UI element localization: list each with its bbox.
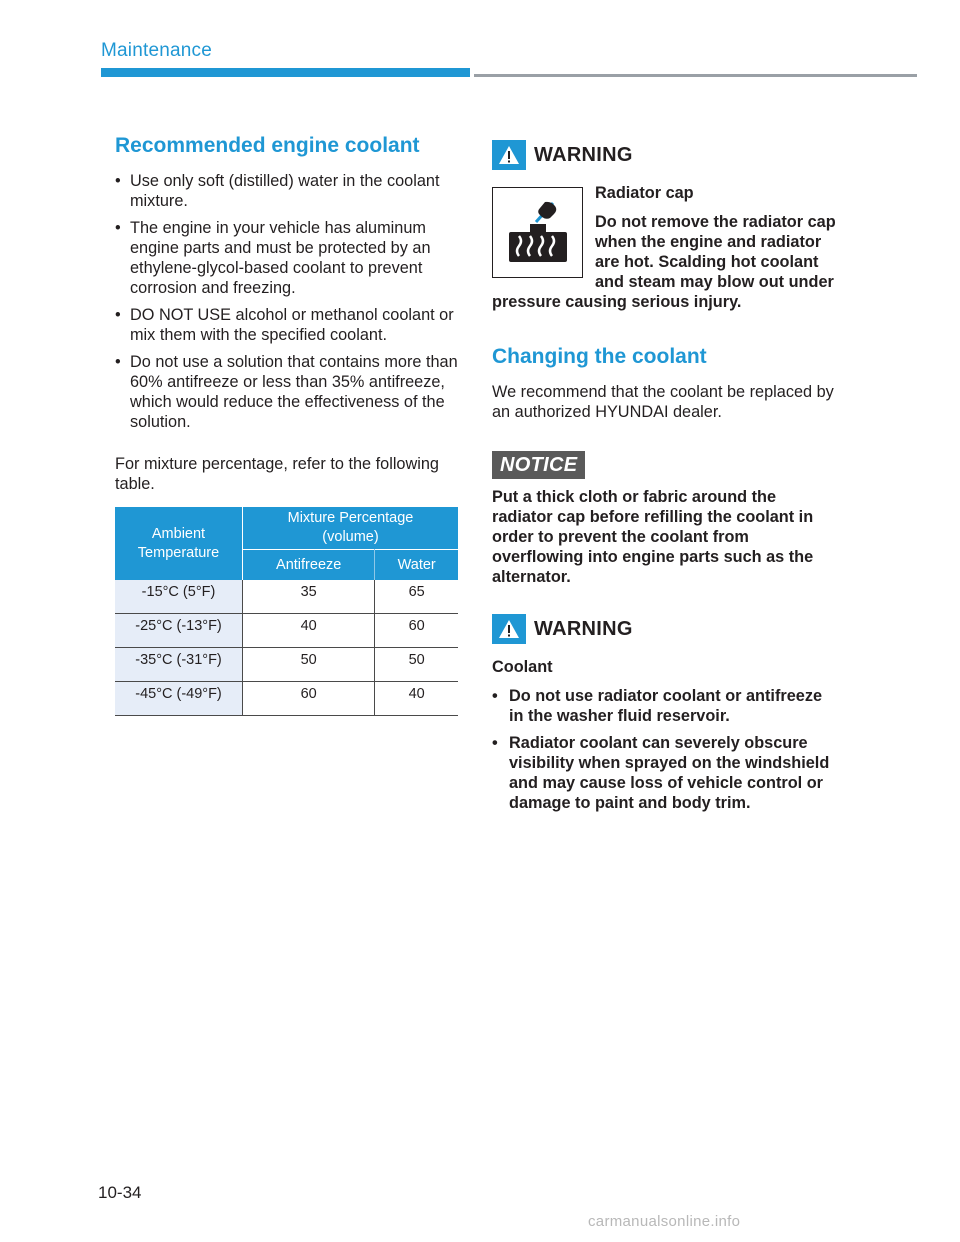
- cell-antifreeze: 60: [243, 682, 375, 716]
- table-row: [115, 580, 458, 614]
- table-row: [115, 648, 458, 682]
- header-mixture-line2: (volume): [322, 529, 379, 545]
- cell-antifreeze: 40: [243, 614, 375, 648]
- notice-badge: NOTICE: [492, 451, 585, 479]
- list-item: • DO NOT USE alcohol or methanol coolant or mix them with the specified coolant.: [115, 305, 460, 345]
- warning-header: [492, 614, 837, 644]
- header-ambient: [115, 507, 243, 580]
- left-column: [115, 134, 460, 716]
- header-rule-gray: [474, 74, 917, 77]
- header-ambient-line1: Ambient: [151, 525, 206, 542]
- table-row: [115, 614, 458, 648]
- cell-water: 50: [375, 648, 458, 682]
- cell-temperature: -15°C (5°F): [115, 580, 243, 614]
- header-mixture-line1: Mixture Percentage: [287, 510, 414, 526]
- warning-label: WARNING: [534, 617, 633, 640]
- cell-temperature: -25°C (-13°F): [115, 614, 243, 648]
- right-column: [492, 140, 837, 820]
- radiator-hazard-icon: [492, 187, 583, 278]
- notice-text: Put a thick cloth or fabric around the radiator cap before refilling the coolant in order to prevent the coolant from overflowing into engine parts such as the alternator.: [492, 488, 814, 586]
- changing-coolant-text: We recommend that the coolant be replaced by an authorized HYUNDAI dealer.: [492, 383, 834, 421]
- header-water: Water: [375, 550, 458, 581]
- warning-radiator-block: [492, 183, 837, 312]
- mixture-table: [115, 507, 458, 716]
- cell-water: 60: [375, 614, 458, 648]
- header-mixture: [243, 507, 459, 550]
- warning-coolant-title: Coolant: [492, 658, 553, 676]
- warning-radiator-title: Radiator cap: [595, 184, 694, 202]
- coolant-heading: Recommended engine coolant: [115, 134, 420, 157]
- table-intro: For mixture percentage, refer to the following table.: [115, 455, 439, 493]
- list-item: • Use only soft (distilled) water in the coolant mixture.: [115, 171, 460, 211]
- table-row: [115, 682, 458, 716]
- warning-label: WARNING: [534, 143, 633, 166]
- cell-antifreeze: 50: [243, 648, 375, 682]
- cell-temperature: -45°C (-49°F): [115, 682, 243, 716]
- list-item: • Do not use a solution that contains more than 60% antifreeze or less than 35% antifreeze, which would reduce the effectiveness of the solution.: [115, 352, 460, 432]
- cell-water: 65: [375, 580, 458, 614]
- list-item: • Radiator coolant can severely obscure visibility when sprayed on the windshield and may cause loss of vehicle control or damage to paint and body trim.: [492, 733, 837, 813]
- header-antifreeze: Antifreeze: [243, 550, 375, 581]
- coolant-bullet-list: [115, 171, 460, 432]
- section-title: Maintenance: [101, 40, 212, 61]
- list-item: • The engine in your vehicle has aluminum engine parts and must be protected by an ethylene-glycol-based coolant to prevent corrosion and freezing.: [115, 218, 460, 298]
- header-ambient-line2: Temperature: [137, 544, 220, 561]
- list-item: • Do not use radiator coolant or antifreeze in the washer fluid reservoir.: [492, 686, 837, 726]
- notice-block: [492, 451, 837, 587]
- cell-antifreeze: 35: [243, 580, 375, 614]
- warning-triangle-icon: [492, 614, 526, 644]
- warning-coolant-block: [492, 614, 837, 813]
- warning-radiator-text: Do not remove the radiator cap when the engine and radiator are hot. Scalding hot coolant and steam may blow out under pressure causing serious injury.: [492, 213, 836, 311]
- warning-header: [492, 140, 837, 170]
- cell-temperature: -35°C (-31°F): [115, 648, 243, 682]
- page-number: 10-34: [98, 1183, 142, 1202]
- cell-water: 40: [375, 682, 458, 716]
- changing-coolant-heading: Changing the coolant: [492, 345, 707, 368]
- header-rule-accent: [101, 68, 470, 77]
- watermark: carmanualsonline.info: [588, 1213, 741, 1230]
- warning-coolant-list: [492, 686, 837, 813]
- warning-triangle-icon: [492, 140, 526, 170]
